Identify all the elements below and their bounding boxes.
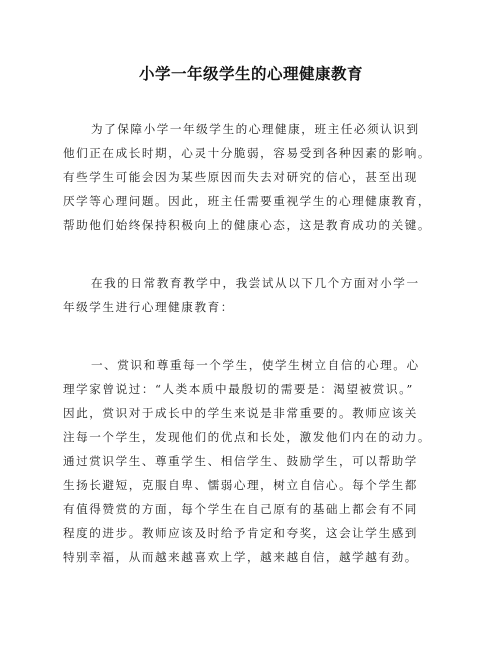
paragraph-3-line-8: 程度的进步。教师应该及时给予肯定和夸奖，这会让学生感到: [63, 526, 418, 540]
document-title: 小学一年级学生的心理健康教育: [138, 65, 363, 83]
paragraph-2-line-1: 在我的日常教育教学中，我尝试从以下几个方面对小学一: [91, 276, 420, 290]
paragraph-1-line-1: 为了保障小学一年级学生的心理健康，班主任必须认识到: [91, 122, 420, 136]
paragraph-3-line-7: 有值得赞赏的方面，每个学生在自己原有的基础上都会有不同: [63, 502, 418, 516]
paragraph-1-line-5: 帮助他们始终保持积极向上的健康心态，这是教育成功的关键。: [63, 218, 432, 232]
paragraph-3-line-1: 一、赏识和尊重每一个学生，使学生树立自信的心理。心: [91, 358, 420, 372]
paragraph-3-line-4: 注每一个学生，发现他们的优点和长处，激发他们内在的动力。: [63, 430, 432, 444]
paragraph-3-line-6: 生扬长避短，克服自卑、懦弱心理，树立自信心。每个学生都: [63, 478, 418, 492]
paragraph-1-line-4: 厌学等心理问题。因此，班主任需要重视学生的心理健康教育，: [63, 194, 432, 208]
paragraph-2-line-2: 年级学生进行心理健康教育：: [63, 300, 234, 314]
paragraph-3-line-9: 特别幸福，从而越来越喜欢上学，越来越自信，越学越有劲。: [63, 550, 418, 564]
paragraph-1-line-2: 他们正在成长时期，心灵十分脆弱，容易受到各种因素的影响。: [63, 146, 432, 160]
paragraph-1-line-3: 有些学生可能会因为某些原因而失去对研究的信心，甚至出现: [63, 170, 418, 184]
paragraph-3-line-2: 理学家曾说过：“人类本质中最殷切的需要是：渴望被赏识。”: [63, 382, 414, 396]
paragraph-3-line-3: 因此，赏识对于成长中的学生来说是非常重要的。教师应该关: [63, 406, 418, 420]
paragraph-3-line-5: 通过赏识学生、尊重学生、相信学生、鼓励学生，可以帮助学: [63, 454, 418, 468]
